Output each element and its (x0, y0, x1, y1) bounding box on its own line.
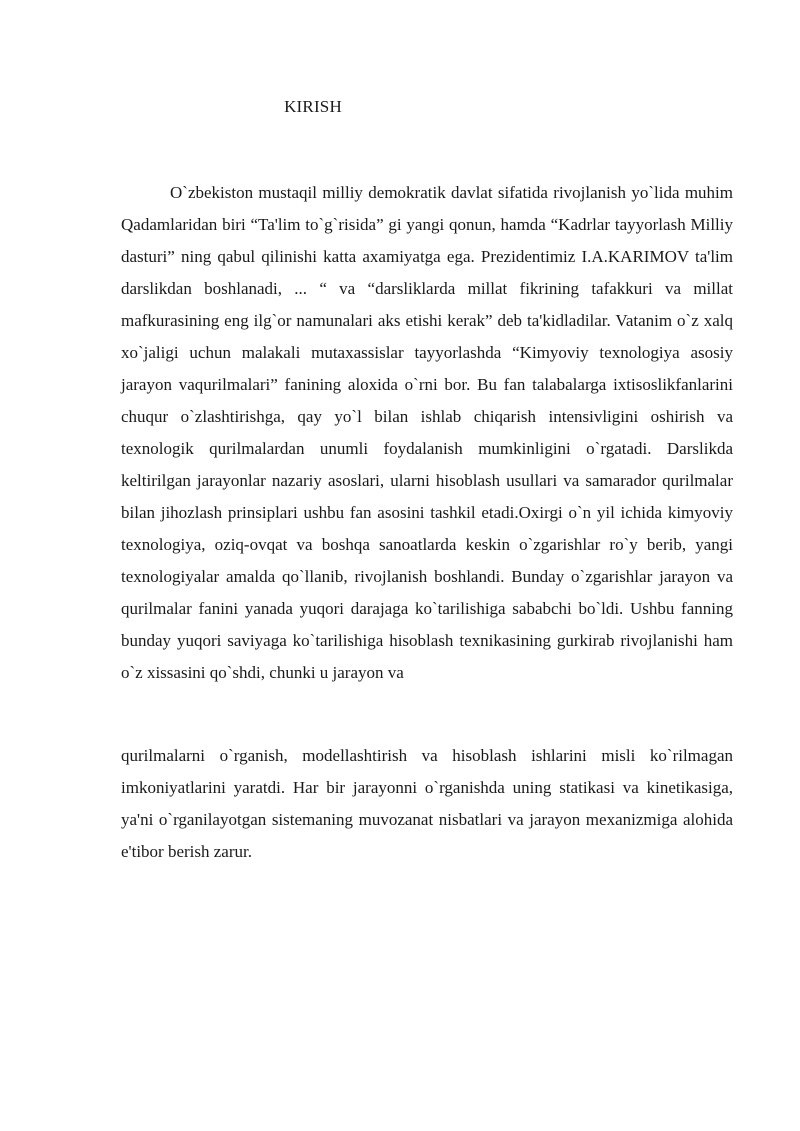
page-title: KIRISH (284, 97, 342, 116)
paragraph-1: O`zbekiston mustaqil milliy demokratik davlat sifatida rivojlanish yo`lida muhim Qadamlaridan biri “Ta'lim to`g`risida” gi yangi qonun, hamda “Kadrlar tayyorlash Milliy dasturi” ning qabul qilinishi katta axamiyatga ega. Prezidentimiz I.A.KARIMOV ta'lim darslikdan boshlanadi, ... “ va “darsliklarda millat fikrining tafakkuri va millat mafkurasining eng ilg`or namunalari aks etishi kerak” deb ta'kidladilar. Vatanim o`z xalq xo`jaligi uchun malakali mutaxassislar tayyorlashda “Kimyoviy texnologiya asosiy jarayon vaqurilmalari” fanining aloxida o`rni bor. Bu fan talabalarga ixtisoslikfanlarini chuqur o`zlashtirishga, qay yo`l bilan ishlab chiqarish intensivligini oshirish va texnologik qurilmalardan unumli foydalanish mumkinligini o`rgatadi. Darslikda keltirilgan jarayonlar nazariy asoslari, ularni hisoblash usullari va samarador qurilmalar bilan jihozlash prinsiplari ushbu fan asosini tashkil etadi.Oxirgi o`n yil ichida kimyoviy texnologiya, oziq-ovqat va boshqa sanoatlarda keskin o`zgarishlar ro`y berib, yangi texnologiyalar amalda qo`llanib, rivojlanish boshlandi. Bunday o`zgarishlar jarayon va qurilmalar fanini yanada yuqori darajaga ko`tarilishiga sababchi bo`ldi. Ushbu fanning bunday yuqori saviyaga ko`tarilishiga hisoblash texnikasining gurkirab rivojlanishi ham o`z xissasini qo`shdi, chunki u jarayon va (121, 183, 733, 682)
paragraph-2: qurilmalarni o`rganish, modellashtirish va hisoblash ishlarini misli ko`rilmagan imkoniyatlarini yaratdi. Har bir jarayonni o`rganishda uning statikasi va kinetikasiga, ya'ni o`rganilayotgan sistemaning muvozanat nisbatlari va jarayon mexanizmiga alohida e'tibor berish zarur. (121, 746, 733, 861)
